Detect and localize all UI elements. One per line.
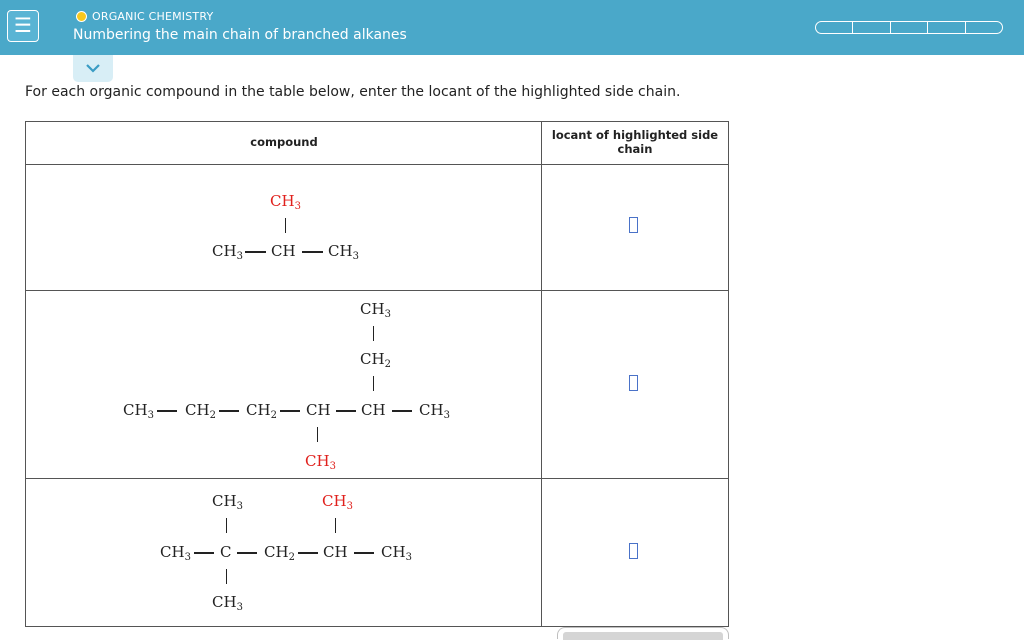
locant-column-header: locant of highlighted side chain (551, 128, 719, 156)
topic-title: Numbering the main chain of branched alkanes (73, 27, 407, 43)
compound-table (25, 121, 729, 627)
compound-column-header: compound (250, 135, 318, 149)
progress-segment (816, 22, 853, 33)
highlighted-side-chain: $CH_3$ (322, 492, 353, 512)
bond (226, 518, 227, 533)
progress-segment (853, 22, 890, 33)
bond (157, 410, 177, 412)
chain-group: C (220, 543, 232, 561)
chain-group: $CH_2$ (360, 350, 391, 370)
bond (226, 569, 227, 584)
table-header (26, 122, 728, 165)
chain-group: CH (361, 401, 386, 419)
bond (317, 427, 318, 442)
bond (354, 552, 374, 554)
topic-status-dot (76, 11, 87, 22)
bottom-panel-tab[interactable] (557, 627, 729, 639)
bond (219, 410, 239, 412)
bond (373, 326, 374, 341)
bond (336, 410, 356, 412)
bond (285, 218, 286, 233)
highlighted-side-chain: $CH_3$ (270, 192, 301, 212)
highlighted-side-chain: $CH_3$ (305, 452, 336, 472)
chain-group: $CH_3$ (160, 543, 191, 563)
chain-group: $CH_2$ (185, 401, 216, 421)
chain-group: $CH_3$ (328, 242, 359, 262)
chain-group: $CH_3$ (212, 492, 243, 512)
chain-group: $CH_3$ (360, 300, 391, 320)
row-divider (26, 290, 728, 291)
bond (280, 410, 300, 412)
bond (373, 376, 374, 391)
chain-group: CH (271, 242, 296, 260)
chain-group: $CH_3$ (381, 543, 412, 563)
progress-segment (928, 22, 965, 33)
bond (335, 518, 336, 533)
locant-input-1[interactable] (629, 217, 638, 233)
locant-input-2[interactable] (629, 375, 638, 391)
chain-group: CH (323, 543, 348, 561)
chain-group: $CH_3$ (419, 401, 450, 421)
bond (392, 410, 412, 412)
top-bar (0, 0, 1024, 55)
bond (302, 251, 323, 253)
chain-group: $CH_3$ (123, 401, 154, 421)
chevron-down-icon (86, 64, 100, 73)
column-divider (541, 122, 542, 626)
chain-group: $CH_3$ (212, 593, 243, 613)
progress-segment (891, 22, 928, 33)
chain-group: $CH_3$ (212, 242, 243, 262)
progress-segment (966, 22, 1002, 33)
instructions-text: For each organic compound in the table below, enter the locant of the highlighted side chain. (25, 84, 681, 100)
chain-group: CH (306, 401, 331, 419)
bond (237, 552, 257, 554)
chain-group: $CH_2$ (264, 543, 295, 563)
bond (194, 552, 214, 554)
topic-category: ORGANIC CHEMISTRY (92, 10, 214, 23)
locant-input-3[interactable] (629, 543, 638, 559)
bond (298, 552, 318, 554)
progress-bar (815, 21, 1003, 34)
bond (245, 251, 266, 253)
row-divider (26, 478, 728, 479)
expand-header-button[interactable] (73, 55, 113, 82)
hamburger-menu-icon[interactable]: ☰ (7, 10, 39, 42)
chain-group: $CH_2$ (246, 401, 277, 421)
